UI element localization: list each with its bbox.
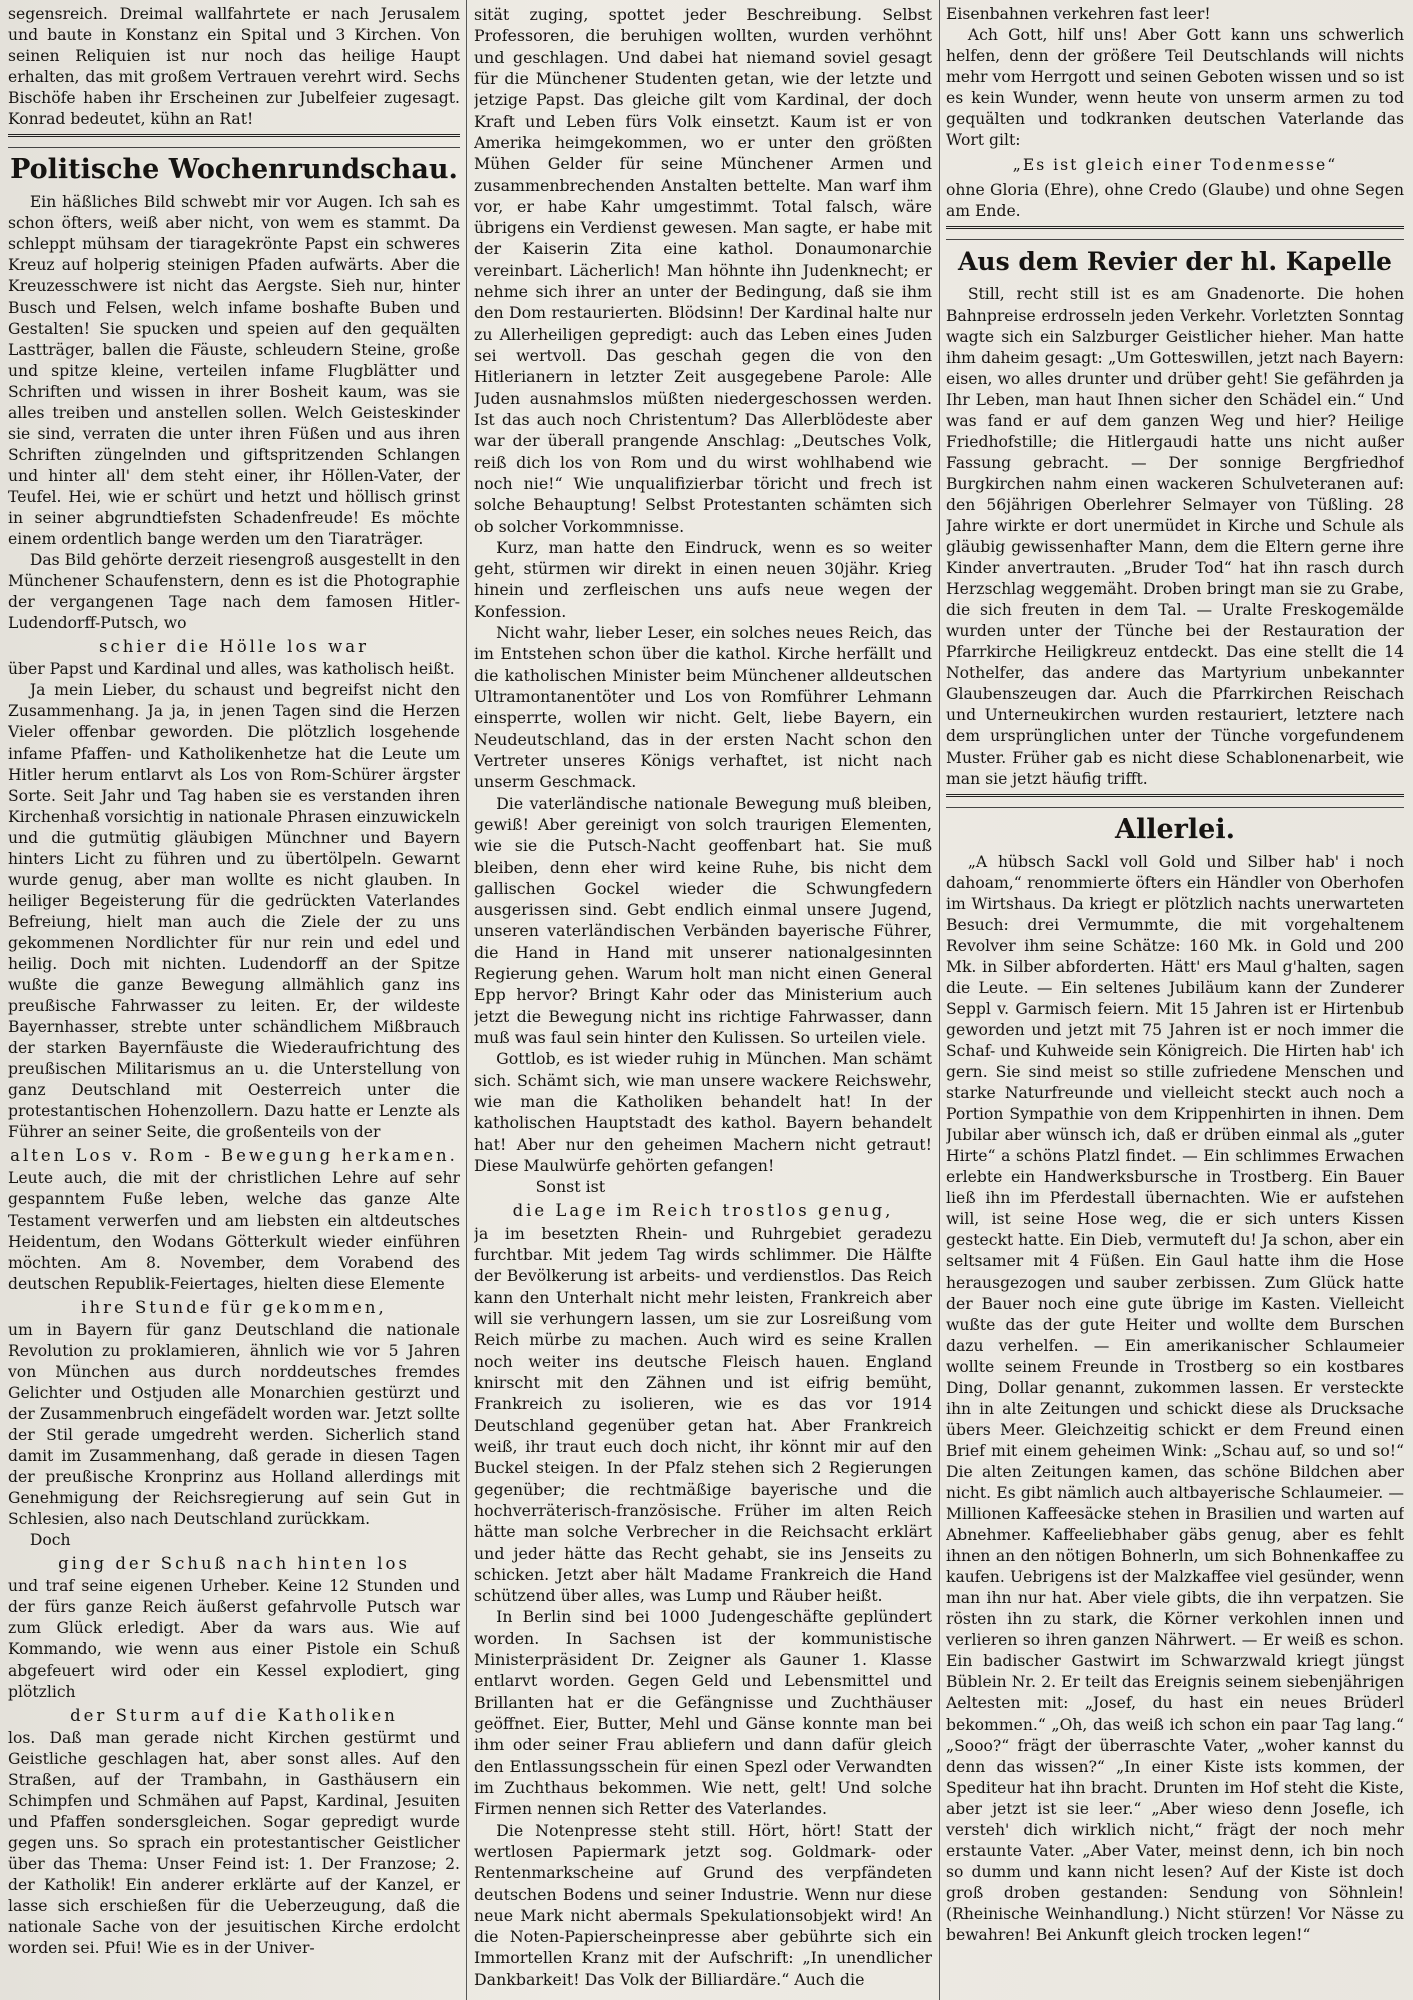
paragraph: Ja mein Lieber, du schaust und begreifst nicht den Zusammenhang. Ja ja, in jenen Tagen sind die Herzen Vieler offenbar geworden. Die plötzlich losgehende infame Pfaffen- und Katholikenhetze hat die Leute um Hitler herum entlarvt als Los von Rom-Schürer ärgster Sorte. Seit Jahr und Tag haben sie es verstanden ihren Kirchenhaß vorsichtig in nationale Phrasen einzuwickeln und die gutmütig gläubigen Münchner und Bayern hinters Licht zu führen und zu übertölpeln. Gewarnt wurde genug, aber man wollte es nicht glauben. In heiliger Begeisterung für die gedrückten Vaterlandes Befreiung, hielt man auch die Ziele der zu uns gekommenen Nordlichter für nur rein und edel und heilig. Doch mit nichten. Ludendorff an der Spitze wußte die ganze Bewegung allmählich ganz ins preußische Fahrwasser zu leiten. Er, der wildeste Bayernhasser, strebte unter schändlichem Mißbrauch der starken Bayernfäuste die Wiederaufrichtung des preußischen Militarismus an u. die Unterstellung von ganz Deutschland mit Oesterreich unter die protestantischen Hohenzollern. Dazu hatte er Lenzte als Führer an seiner Seite, die großenteils von der bbox=[8, 681, 460, 1142]
paragraph: In Berlin sind bei 1000 Judengeschäfte geplündert worden. In Sachsen ist der kommunistische Ministerpräsident Dr. Zeigner als Gauner 1. Klasse entlarvt worden. Gegen Geld und Lebensmittel und Brillanten hat er die Gefängnisse und Zuchthäuser geöffnet. Eier, Butter, Mehl und Gänse konnte man bei ihm oder seiner Frau abliefern und dann dafür gleich den Entlassungsschein für einen Spezl oder Verwandten im Zuchthaus bekommen. Wie nett, gelt! Und solche Firmen nennen sich Retter des Vaterlandes. bbox=[474, 1607, 932, 1819]
section-title: Allerlei. bbox=[1115, 813, 1235, 845]
separator bbox=[946, 226, 1404, 240]
column-right bbox=[946, 4, 1404, 2000]
separator bbox=[946, 794, 1404, 808]
paragraph: Die vaterländische nationale Bewegung muß bleiben, gewiß! Aber gereinigt von solch traurigen Elementen, wie sie die Putsch-Nacht geoffenbart hat. Sie muß bleiben, denn eher wird keine Ruhe, bis nicht dem gallischen Gockel wieder die Schwungfedern ausgerissen sind. Gebt endlich einmal unsere Jugend, unseren vaterländischen Verbänden bayerische Führer, die Hand in Hand mit unserer nationalgesinnten Regierung gehen. Warum holt man nicht einen General Epp hervor? Bringt Kahr oder das Ministerium auch jetzt die Bewegung nicht ins richtige Fahrwasser, dann muß was faul sein hinter den Kulissen. So urteilen viele. bbox=[474, 793, 932, 1047]
paragraph: sität zuging, spottet jeder Beschreibung. Selbst Professoren, die beruhigen wollten, wurden verhöhnt und geschlagen. Und dabei hat niemand soviel gesagt für die Münchener Studenten getan, wie der letzte und jetzige Papst. Das gleiche gilt vom Kardinal, der doch Kraft und Leben fürs Volk einsetzt. Kaum ist er von Amerika heimgekommen, wo er unter den größten Mühen Gelder für seine Münchener Armen und zusammenbrechenden Anstalten bettelte. Man warf ihm vor, er habe Kahr umgestimmt. Total falsch, wäre übrigens ein Verdienst gewesen. Man sagte, er habe mit der Kaiserin Zita eine kathol. Donaumonarchie vereinbart. Lächerlich! Man höhnte ihn Judenknecht; er nehme sich ihrer an unter der Bedingung, daß sie ihm den Dom restaurierten. Blödsinn! Der Kardinal halte nur zu Allerheiligen gepredigt: auch das Leben eines Juden sei wertvoll. Das geschah gegen die von den Hitlerianern in letzter Zeit ausgegebene Parole: Alle Juden ausnahmslos müßten niedergeschossen werden. Ist das auch noch Christentum? Das Allerblödeste aber war der überall prangende Anschlag: „Deutsches Volk, reiß dich los von Rom und du wirst wohlhabend wie noch nie!“ Wie unqualifizierbar töricht und frech ist solche Behauptung! Selbst Protestanten schämten sich ob solcher Vorkommnisse. bbox=[474, 5, 932, 536]
paragraph: Doch bbox=[29, 1531, 71, 1550]
column-rule bbox=[939, 0, 940, 2000]
paragraph: Still, recht still ist es am Gnadenorte. Die hohen Bahnpreise erdrosseln jeden Verkehr. Vorletzten Sonntag wagte sich ein Salzburger Geistlicher hieher. Man hatte ihm daheim gesagt: „Um Gotteswillen, jetzt nach Bayern: eisen, wo alles drunter und drüber geht! Sie gefährden ja Ihr Leben, man haut Ihnen sicher den Schädel ein.“ Und was fand er auf dem ganzen Weg und hier? Heilige Friedhofstille; die Hitlergaudi hatte uns nicht außer Fassung gebracht. — Der sonnige Bergfriedhof Burgkirchen nahm einen wackeren Schulveteranen auf: den 56jährigen Oberlehrer Selmayer von Tüßling. 28 Jahre wirkte er dort unermüdet in Kirche und Schule als gläubig gewissenhafter Mann, dem die Eltern gerne ihre Kinder anvertrauten. „Bruder Tod“ hat ihn rasch durch Herzschlag weggemäht. Droben bringt man sie zu Grabe, die sich freuten in dem Tal. — Uralte Freskogemälde wurden unter der Tünche bei der Restauration der Pfarrkirche Heiligkreuz entdeckt. Das eine stellt die 14 Nothelfer, das andere das Martyrium unbekannter Glaubenszeugen dar. Auch die Pfarrkirchen Reischach und Unterneukirchen wurden restauriert, letztere nach dem ursprünglichen unter der Tünche vorgefundenem Muster. Früher gab es nicht diese Schablonenarbeit, wie man sie jetzt häufig trifft. bbox=[946, 285, 1404, 788]
paragraph: Eisenbahnen verkehren fast leer! bbox=[946, 5, 1211, 23]
paragraph: Nicht wahr, lieber Leser, ein solches neues Reich, das im Entstehen schon über die kathol. Kirche herfällt und die katholischen Minister beim Münchener alldeutschen Ultramontanentöter und Los von Romführer Lehmann einsperrte, wollen wir nicht. Gelt, liebe Bayern, ein Neudeutschland, das in der ersten Nacht schon den Vertreter unseres Königs verhaftet, ist nicht nach unserm Geschmack. bbox=[474, 623, 932, 792]
paragraph: los. Daß man gerade nicht Kirchen gestürmt und Geistliche geschlagen hat, aber sonst alles. Auf den Straßen, auf der Trambahn, in Gasthäusern ein Schimpfen und Schmähen auf Papst, Kardinal, Jesuiten und Pfaffen sondersgleichen. Sogar gepredigt wurde gegen uns. So sprach ein protestantischer Geistlicher über das Thema: Unser Feind ist: 1. Der Franzose; 2. der Katholik! Ein anderer erklärte auf der Kanzel, er lasse sich erschießen für die Ueberzeugung, daß die nationale Sache von der jesuitischen Kirche erdolcht worden sei. Pfui! Wie es in der Univer- bbox=[8, 1728, 460, 1958]
column-middle bbox=[474, 4, 932, 2000]
emphasis-line: ging der Schuß nach hinten los bbox=[58, 1554, 410, 1574]
section-title: Aus dem Revier der hl. Kapelle bbox=[958, 247, 1392, 277]
column-rule bbox=[466, 0, 467, 2000]
emphasis-line: die Lage im Reich trostlos genug, bbox=[512, 1200, 894, 1220]
paragraph: „A hübsch Sackl voll Gold und Silber hab' i noch dahoam,“ renommierte öfters ein Händler von Oberhofen im Wirtshaus. Da kriegt er plötzlich nachts unerwarteten Besuch: drei Vermummte, die mit vorgehaltenem Revolver ihm seine Schätze: 160 Mk. in Gold und 200 Mk. in Silber abforderten. Hätt' ers Maul g'halten, sagen die Leute. — Ein seltenes Jubiläum kann der Zunderer Seppl v. Garmisch feiern. Mit 15 Jahren ist er Hirtenbub geworden und jetzt mit 75 Jahren ist er noch immer die Schaf- und Kuhweide sein Königreich. Die Hirten hab' ich gern. Sie sind meist so stille zufriedene Menschen und starke Naturfreunde und vielleicht steckt auch noch a Portion Sympathie von dem Krippenhirten in ihnen. Dem Jubilar aber wünsch ich, daß er drüben einmal als „guter Hirte“ a schöns Platzl findet. — Ein schlimmes Erwachen erlebte ein Handwerksbursche in Trostberg. Ein Bauer ließ ihn im Pferdestall übernachten. Wie er aufstehen will, ist seine Hose weg, die er sich unters Kissen gesteckt hatte. Ein Dieb, vermuteft du! Ja schon, aber ein seltsamer mit 4 Füßen. Ein Gaul hatte ihm die Hose herausgezogen und sauber zerbissen. Zum Glück hatte der Bauer noch eine gute übrige im Kasten. Vielleicht wußte das der gute Heiter und wollte dem Burschen dazu verhelfen. — Ein amerikanischer Schlaumeier wollte seinem Freunde in Trostberg so ein kostbares Ding, Dollar genannt, zukommen lassen. Er versteckte ihn in alte Zeitungen und schickt diese als Drucksache übers Meer. Gleichzeitig schickt er dem Freund einen Brief mit einem geheimen Wink: „Schau auf, so und so!“ Die alten Zeitungen kamen, das schöne Bildchen aber nicht. Es gibt nämlich auch altbayerische Schlaumeier. — Millionen Kaffeesäcke stehen in Brasilien und warten auf Abnehmer. Kaffeeliebhaber gäbs genug, aber es fehlt ihnen an den nötigen Bohnerln, um sich Bohnenkaffee zu kaufen. Uebrigens ist der Malzkaffee viel gesünder, wenn man ihn nur hat. Aber viele gibts, die ihn verpatzen. Sie rösten ihn zu stark, die Körner verkohlen innen und verlieren so ihren ganzen Nährwert. — Er weiß es schon. Ein badischer Gastwirt im Schwarzwald kriegt jüngst Büblein Nr. 2. Er teilt das Ereignis seinem siebenjährigen Aeltesten mit: „Josef, du hast ein neues Brüderl bekommen.“ „Oh, das weiß ich schon ein paar Tag lang.“ „Sooo?“ frägt der überraschte Vater, „woher kannst du denn das wissen?“ „In einer Kiste ists kommen, der Spediteur hat ihn bracht. Drunten im Hof steht die Kiste, aber jetzt ist sie leer.“ „Aber wieso denn Josefle, ich versteh' dich wirklich nicht,“ frägt der noch mehr erstaunte Vater. „Aber Vater, meinst denn, ich bin noch so dumm und kann nicht lesen? Auf der Kiste ist doch groß droben gestanden: Sendung von Söhnlein! (Rheinische Weinhandlung.) Nicht stürzen! Vor Nässe zu bewahren! Bei Ankunft gleich trocken legen!“ bbox=[946, 852, 1404, 1944]
paragraph: Leute auch, die mit der christlichen Lehre auf sehr gespanntem Fuße leben, welche das ganze Alte Testament verwerfen und am liebsten ein altdeutsches Heidentum, den Wodans Götterkult wieder einführen möchten. Am 8. November, dem Vorabend des deutschen Republik-Feiertages, hielten diese Elemente bbox=[8, 1169, 460, 1293]
separator bbox=[8, 134, 460, 148]
paragraph: und traf seine eigenen Urheber. Keine 12 Stunden und der fürs ganze Reich äußerst gefahrvolle Putsch war zum Glück erledigt. Aber da wars aus. Wie auf Kommando, wie wenn aus einer Pistole ein Schuß abgefeuert wird oder ein Kessel explodiert, ging plötzlich bbox=[8, 1577, 460, 1701]
emphasis-line: der Sturm auf die Katholiken bbox=[70, 1705, 398, 1725]
paragraph: Gottlob, es ist wieder ruhig in München. Man schämt sich. Schämt sich, wie man unsere wackere Reichswehr, wie man die Katholiken behandelt hat! In der katholischen Hauptstadt des kathol. Bayern behandelt hat! Aber nur den geheimen Machern nicht getraut! Diese Maulwürfe gehörten gefangen! bbox=[474, 1049, 932, 1175]
paragraph: Kurz, man hatte den Eindruck, wenn es so weiter geht, stürmen wir direkt in einen neuen 30jähr. Krieg hinein und zerfleischen uns aufs neue wegen der Konfession. bbox=[474, 537, 932, 621]
emphasis-line: ihre Stunde für gekommen, bbox=[81, 1297, 387, 1317]
paragraph: Die Notenpresse steht still. Hört, hört! Statt der wertlosen Papiermark jetzt sog. Goldmark- oder Rentenmarkscheine auf Grund des verpfändeten deutschen Bodens und seiner Industrie. Wenn nur diese neue Mark nicht abermals Spekulationsobjekt wird! An die Noten-Papierscheinpresse aber gebührte sich ein Immortellen Kranz mit der Aufschrift: „In unendlicher Dankbarkeit! Das Volk der Billiardäre.“ Auch die bbox=[474, 1820, 932, 1989]
paragraph: Sonst ist bbox=[535, 1177, 606, 1197]
article-title: Politische Wochenrundschau. bbox=[10, 154, 458, 186]
paragraph: um in Bayern für ganz Deutschland die nationale Revolution zu proklamieren, ähnlich wie vor 5 Jahren von München aus durch norddeutsches fremdes Gelichter und Ostjuden alle Monarchien gestürzt und der Zusammenbruch eingefädelt worden war. Jetzt sollte der Stil gerade umgedreht werden. Sicherlich stand damit im Zusammenhang, daß gerade in diesen Tagen der preußische Kronprinz aus Holland allerdings mit Genehmigung der Reichsregierung auf sein Gut in Schlesien, also nach Deutschland zurückkam. bbox=[8, 1320, 460, 1529]
paragraph: ja im besetzten Rhein- und Ruhrgebiet geradezu furchtbar. Mit jedem Tag wirds schlimmer. Die Hälfte der Bevölkerung ist arbeits- und verdienstlos. Das Reich kann den Unterhalt nicht mehr leisten, Frankreich aber will sie verhungern lassen, um sie zur Losreißung vom Reich mürbe zu machen. Auch wird es seine Krallen noch weiter ins deutsche Fleisch hauen. England knirscht mit den Zähnen und ist eifrig bemüht, Frankreich zu isolieren, wie es das vor 1914 Deutschland gegenüber getan hat. Aber Frankreich weiß, ihr traut euch doch nicht, ihr könnt mir auf den Buckel steigen. In der Pfalz stehen sich 2 Regierungen gegenüber; die rechtmäßige bayerische und die hochverräterisch-französische. Früher im alten Reich hätte man solche Verbrecher in die Reichsacht erklärt und jeder hätte das Recht gehabt, sie ins Jenseits zu schicken. Jetzt aber hält Madame Frankreich die Hand schützend über alles, was Lump und Räuber heißt. bbox=[474, 1223, 932, 1606]
paragraph: Ach Gott, hilf uns! Aber Gott kann uns schwerlich helfen, denn der größere Teil Deutschlands will nichts mehr vom Herrgott und seinen Geboten wissen und so ist es kein Wunder, wenn heute von unserm armen zu tod gequälten und todkranken deutschen Vaterlande das Wort gilt: bbox=[946, 26, 1404, 150]
paragraph: Das Bild gehörte derzeit riesengroß ausgestellt in den Münchener Schaufenstern, denn es ist die Photographie der vergangenen Tage nach dem famosen Hitler-Ludendorff-Putsch, wo bbox=[8, 551, 460, 633]
emphasis-line: alten Los v. Rom - Bewegung herkamen. bbox=[10, 1146, 458, 1166]
quote-line: „Es ist gleich einer Todenmesse“ bbox=[1012, 156, 1338, 175]
paragraph: Ein häßliches Bild schwebt mir vor Augen. Ich sah es schon öfters, weiß aber nicht, von wem es stammt. Da schleppt mühsam der tiaragekrönte Papst ein schweres Kreuz auf holperig steinigen Pfaden aufwärts. Aber die Kreuzesschwere ist nicht das Aergste. Sieh nur, hinter Busch und Felsen, welch infame boshafte Buben und Gestalten! Sie spucken und speien auf den gequälten Lastträger, ballen die Fäuste, schleudern Steine, große und spitze kleine, verteilen infame Flugblätter und Schriften und wissen in ihrer Bosheit kaum, was sie alles treiben und anstellen sollen. Welch Geisteskinder sie sind, verraten die unter ihren Füßen und aus ihren Schriften züngelnden und giftspritzenden Schlangen und hinter all' dem steht einer, ihr Höllen-Vater, der Teufel. Hei, wie er schürt und hetzt und höllisch grinst in seiner abgrundtiefsten Schadenfreude! Es möchte einem ordentlich bange werden um den Tiaraträger. bbox=[8, 193, 460, 549]
paragraph: ohne Gloria (Ehre), ohne Credo (Glaube) und ohne Segen am Ende. bbox=[946, 181, 1404, 221]
column-left bbox=[8, 4, 460, 2000]
emphasis-line: schier die Hölle los war bbox=[98, 637, 370, 657]
paragraph: über Papst und Kardinal und alles, was katholisch heißt. bbox=[8, 660, 455, 679]
article-ending: segensreich. Dreimal wallfahrtete er nach Jerusalem und baute in Konstanz ein Spital und 3 Kirchen. Von seinen Reliquien ist nur noch das heilige Haupt erhalten, das mit großem Vertrauen verehrt wird. Sechs Bischöfe haben ihr Erscheinen zur Jubelfeier zugesagt. Konrad bedeutet, kühn an Rat! bbox=[8, 5, 460, 129]
